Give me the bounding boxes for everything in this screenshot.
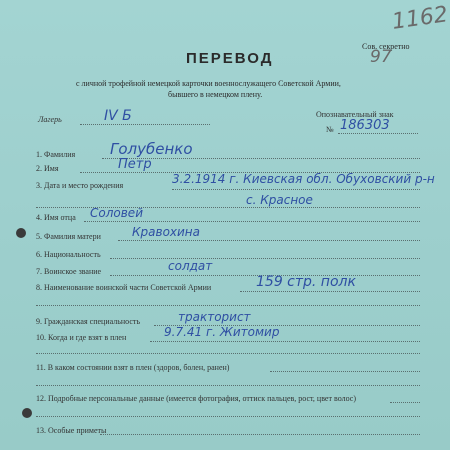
field-7-label: 7. Воинское звание	[36, 267, 102, 276]
field-11-label: 11. В каком состоянии взят в плен (здоров, болен, ранен)	[36, 363, 230, 372]
field-10-label: 10. Когда и где взят в плен	[36, 333, 127, 342]
ident-line	[338, 133, 418, 134]
field-10-value: 9.7.41 г. Житомир	[164, 325, 280, 339]
field-8-line-2	[36, 305, 420, 306]
document-subtitle-2: бывшего в немецком плену.	[168, 90, 263, 99]
field-5-label: 5. Фамилия матери	[36, 232, 101, 241]
field-4-line	[84, 221, 420, 222]
field-11-line	[270, 371, 420, 372]
field-11-line-2	[36, 385, 420, 386]
field-10-line-2	[36, 353, 420, 354]
field-4-label: 4. Имя отца	[36, 213, 76, 222]
archive-number: 1162	[390, 2, 450, 35]
camp-line	[80, 124, 210, 125]
field-6-line	[110, 258, 420, 259]
field-13-line	[100, 434, 420, 435]
field-9-label: 9. Гражданская специальность	[36, 317, 141, 326]
secrecy-number: 97	[370, 47, 392, 67]
field-8-value: 159 стр. полк	[256, 274, 356, 290]
field-3-value: 3.2.1914 г. Киевская обл. Обуховский р-н	[172, 172, 435, 186]
field-8-line	[240, 291, 420, 292]
field-2-label: 2. Имя	[36, 164, 59, 173]
field-1-value: Голубенко	[110, 140, 193, 158]
punch-hole-bottom	[22, 408, 32, 418]
camp-value: IV Б	[104, 108, 132, 124]
field-1-label: 1. Фамилия	[36, 150, 76, 159]
field-12-label: 12. Подробные персональные данные (имеется фотография, оттиск пальцев, рост, цвет волос)	[36, 394, 356, 403]
field-10-line	[150, 341, 420, 342]
punch-hole-top	[16, 228, 26, 238]
field-12-line-2	[36, 416, 420, 417]
field-5-line	[118, 240, 420, 241]
field-6-label: 6. Национальность	[36, 250, 101, 259]
ident-value: 186303	[340, 118, 390, 133]
document-subtitle-1: с личной трофейной немецкой карточки военнослужащего Советской Армии,	[76, 79, 341, 88]
field-12-line	[390, 402, 420, 403]
secrecy-label: Сов. секретно	[362, 42, 410, 51]
field-7-value: солдат	[168, 259, 213, 273]
field-3-line	[172, 189, 420, 190]
ident-label: Опознавательный знак	[316, 110, 394, 119]
field-5-value: Кравохина	[132, 225, 201, 239]
ident-num-label: №	[326, 125, 334, 134]
field-2-value: Петр	[118, 157, 152, 172]
field-13-label: 13. Особые приметы	[36, 426, 107, 435]
field-3-label: 3. Дата и место рождения	[36, 181, 124, 190]
document-title: ПЕРЕВОД	[186, 50, 274, 67]
field-8-label: 8. Наименование воинской части Советской Армии	[36, 283, 212, 292]
camp-label: Лагерь	[38, 115, 62, 124]
field-3-value-2: с. Красное	[246, 193, 313, 207]
field-4-value: Соловей	[90, 206, 143, 220]
field-9-value: тракторист	[178, 310, 251, 324]
